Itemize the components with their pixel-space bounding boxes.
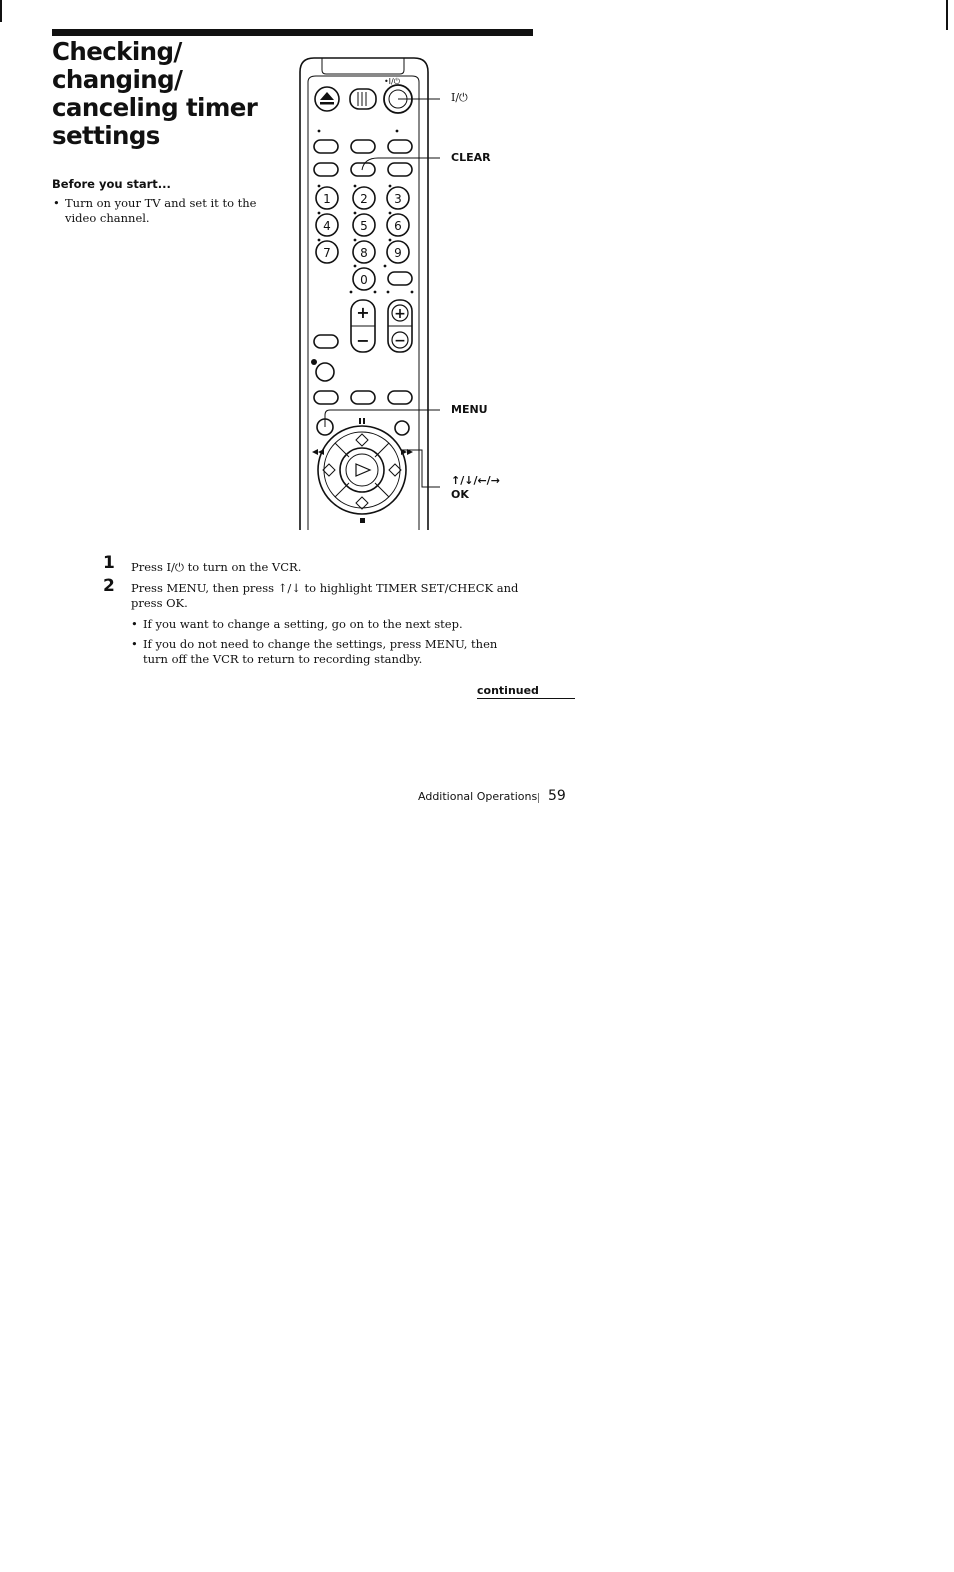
- oval-button: [351, 140, 375, 153]
- pause-icon: [359, 418, 361, 424]
- menu-leader-line: [325, 410, 440, 427]
- arrow-down-icon: [356, 497, 368, 509]
- arrows-callout-label: ↑/↓/←/→: [451, 474, 500, 487]
- jog-dial-outer: [318, 426, 406, 514]
- sub-bullet-2: [131, 637, 521, 667]
- digit-label-8: 8: [360, 246, 368, 260]
- remote-power-label: •I/⏻: [383, 77, 401, 86]
- step-text-2: Press MENU, then press ↑/↓ to highlight TIMER SET/CHECK and press OK.: [131, 581, 519, 610]
- sub-bullet-text-2: If you do not need to change the settings, press MENU, then turn off the VCR to return to recording standby.: [143, 637, 498, 666]
- page-number: 59: [548, 788, 566, 804]
- power-callout-label: I/⏻: [451, 91, 468, 104]
- sub-bullet-1: [131, 617, 521, 632]
- rewind-icon: [312, 449, 324, 455]
- digit-label-3: 3: [394, 192, 402, 206]
- plus-icon: +: [356, 303, 370, 322]
- clear-button: [351, 163, 375, 176]
- digit-label-0: 0: [360, 273, 368, 287]
- arrows-leader-line: [401, 450, 440, 487]
- digit-label-2: 2: [360, 192, 368, 206]
- continued-rule: [477, 698, 575, 699]
- oval-button: [388, 391, 412, 404]
- stop-icon: [360, 518, 365, 523]
- slow-button: [351, 391, 375, 404]
- minus-icon: −: [394, 333, 406, 349]
- eject-icon: [320, 92, 334, 100]
- oval-button: [388, 272, 412, 285]
- bullet-dot: •: [53, 196, 60, 210]
- header-rule: [52, 29, 533, 36]
- digit-label-4: 4: [323, 219, 331, 233]
- before-you-start-bullet: [53, 196, 263, 226]
- bullet-dot: •: [131, 637, 138, 651]
- step-text-1: Press I/⏻ to turn on the VCR.: [131, 560, 302, 574]
- title-line-3: canceling timer: [52, 93, 258, 122]
- right-edge-mark: [946, 0, 948, 30]
- tv-vcr-button: [350, 89, 376, 109]
- oval-button: [314, 335, 338, 348]
- left-edge-mark: [0, 0, 2, 22]
- ok-callout-label: OK: [451, 488, 469, 501]
- plus-icon: +: [394, 306, 406, 322]
- remote-control-illustration: [290, 50, 460, 532]
- eject-icon-bar: [320, 102, 334, 105]
- oval-button: [314, 391, 338, 404]
- before-you-start-heading: Before you start...: [52, 177, 171, 191]
- clear-callout-label: CLEAR: [451, 151, 491, 164]
- jog-dial-center: [346, 454, 378, 486]
- step-number-2: 2: [103, 576, 115, 596]
- menu-callout-label: MENU: [451, 403, 488, 416]
- digit-label-7: 7: [323, 246, 331, 260]
- digit-label-1: 1: [323, 192, 331, 206]
- continued-label: continued: [477, 684, 539, 697]
- arrow-left-icon: [323, 464, 335, 476]
- page-title: [52, 38, 292, 150]
- title-line-2: changing/: [52, 65, 183, 94]
- oval-button: [388, 163, 412, 176]
- minus-icon: −: [356, 331, 370, 350]
- oval-button: [388, 140, 412, 153]
- footer-section-label: Additional Operations: [418, 790, 538, 803]
- small-round-button: [395, 421, 409, 435]
- oval-button: [314, 163, 338, 176]
- before-bullet-text: Turn on your TV and set it to the video channel.: [65, 196, 257, 225]
- sub-bullet-text-1: If you want to change a setting, go on to the next step.: [143, 617, 463, 631]
- digit-label-5: 5: [360, 219, 368, 233]
- record-button: [316, 363, 334, 381]
- ir-window: [322, 58, 404, 74]
- digit-label-9: 9: [394, 246, 402, 260]
- footer-separator: [538, 793, 539, 803]
- title-line-4: settings: [52, 121, 160, 150]
- bullet-dot: •: [131, 617, 138, 631]
- arrow-right-icon: [389, 464, 401, 476]
- play-icon: [356, 464, 370, 476]
- oval-button: [314, 140, 338, 153]
- digit-label-6: 6: [394, 219, 402, 233]
- step-number-1: 1: [103, 553, 115, 573]
- arrow-up-icon: [356, 434, 368, 446]
- title-line-1: Checking/: [52, 37, 182, 66]
